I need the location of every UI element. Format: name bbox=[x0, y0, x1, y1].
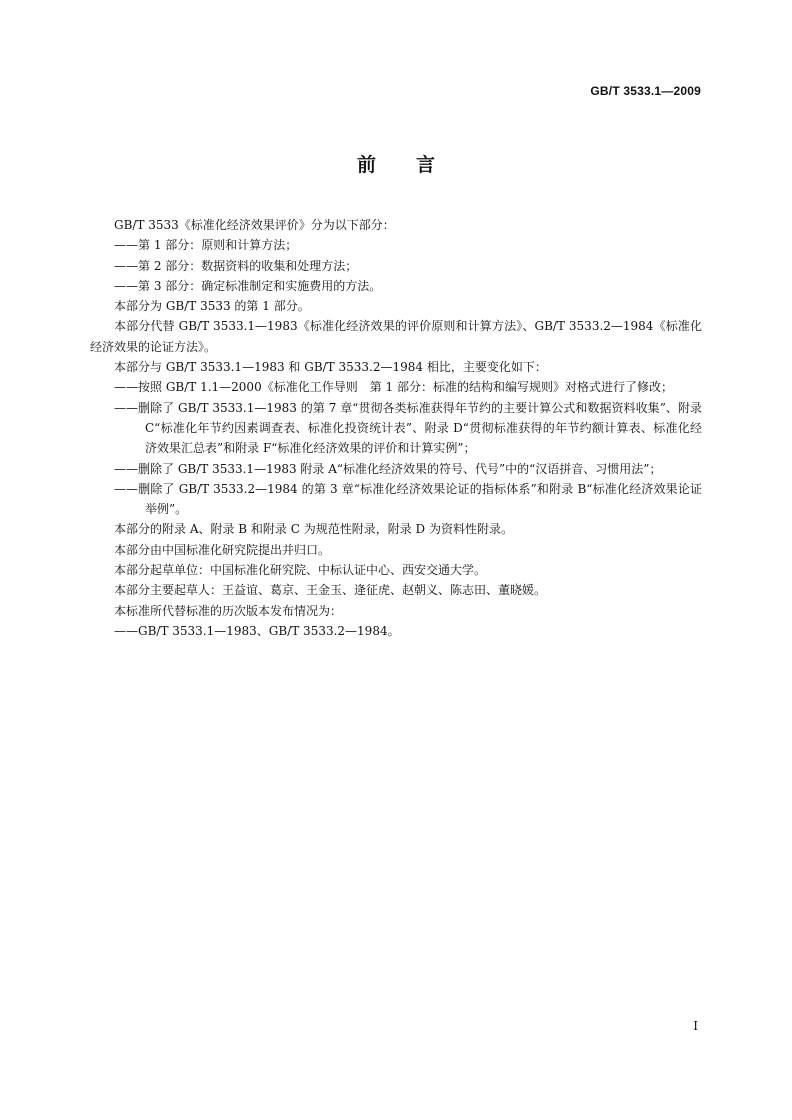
changes-intro-paragraph: 本部分与 GB/T 3533.1—1983 和 GB/T 3533.2—1984 相比，主要变化如下： bbox=[114, 360, 547, 375]
part-list-item: ——第 2 部分：数据资料的收集和处理方法； bbox=[114, 258, 358, 273]
page-number: I bbox=[693, 1019, 698, 1033]
title-char-right: 言 bbox=[416, 154, 436, 176]
page-title bbox=[0, 150, 792, 177]
proposer-paragraph: 本部分由中国标准化研究院提出并归口。 bbox=[114, 542, 331, 557]
change-list-item: ——删除了 GB/T 3533.1—1983 附录 A“标准化经济效果的符号、代号”中的“汉语拼音、习惯用法”； bbox=[114, 461, 662, 476]
history-list-item: ——GB/T 3533.1—1983、GB/T 3533.2—1984。 bbox=[114, 623, 400, 638]
change-list-item: ——按照 GB/T 1.1—2000《标准化工作导则 第 1 部分：标准的结构和编写规则》对格式进行了修改； bbox=[114, 380, 673, 395]
history-intro-paragraph: 本标准所代替标准的历次版本发布情况为： bbox=[114, 603, 343, 618]
drafting-units-paragraph: 本部分起草单位：中国标准化研究院、中标认证中心、西安交通大学。 bbox=[114, 563, 487, 578]
replacement-paragraph: 本部分代替 GB/T 3533.1—1983《标准化经济效果的评价原则和计算方法》、GB/T 3533.2—1984《标准化经济效果的论证方法》。 bbox=[90, 319, 702, 354]
title-char-left: 前 bbox=[356, 154, 376, 176]
change-list-item: ——删除了 GB/T 3533.2—1984 的第 3 章“标准化经济效果论证的指标体系”和附录 B“标准化经济效果论证举例”。 bbox=[114, 481, 702, 517]
part-list-item: ——第 3 部分：确定标准制定和实施费用的方法。 bbox=[114, 278, 382, 293]
change-list-item: ——删除了 GB/T 3533.1—1983 的第 7 章“贯彻各类标准获得年节约的主要计算公式和数据资料收集”、附录 C“标准化年节约因素调查表、标准化投资统计表”、附录 D“贯彻标准获得的年节约额计算表、标准化经济效果汇总表”和附录 F“标准化经济效果的评价和计算实例”； bbox=[114, 400, 702, 456]
intro-paragraph: GB/T 3533《标准化经济效果评价》分为以下部分： bbox=[114, 218, 395, 232]
part-statement-paragraph: 本部分为 GB/T 3533 的第 1 部分。 bbox=[114, 299, 310, 314]
drafters-paragraph: 本部分主要起草人：王益谊、葛京、王金玉、逄征虎、赵朝义、陈志田、董晓媛。 bbox=[114, 583, 547, 598]
part-list-item: ——第 1 部分：原则和计算方法； bbox=[114, 238, 298, 253]
annex-paragraph: 本部分的附录 A、附录 B 和附录 C 为规范性附录，附录 D 为资料性附录。 bbox=[114, 522, 513, 537]
standard-code-header: GB/T 3533.1—2009 bbox=[590, 84, 701, 98]
foreword-body bbox=[90, 215, 702, 641]
